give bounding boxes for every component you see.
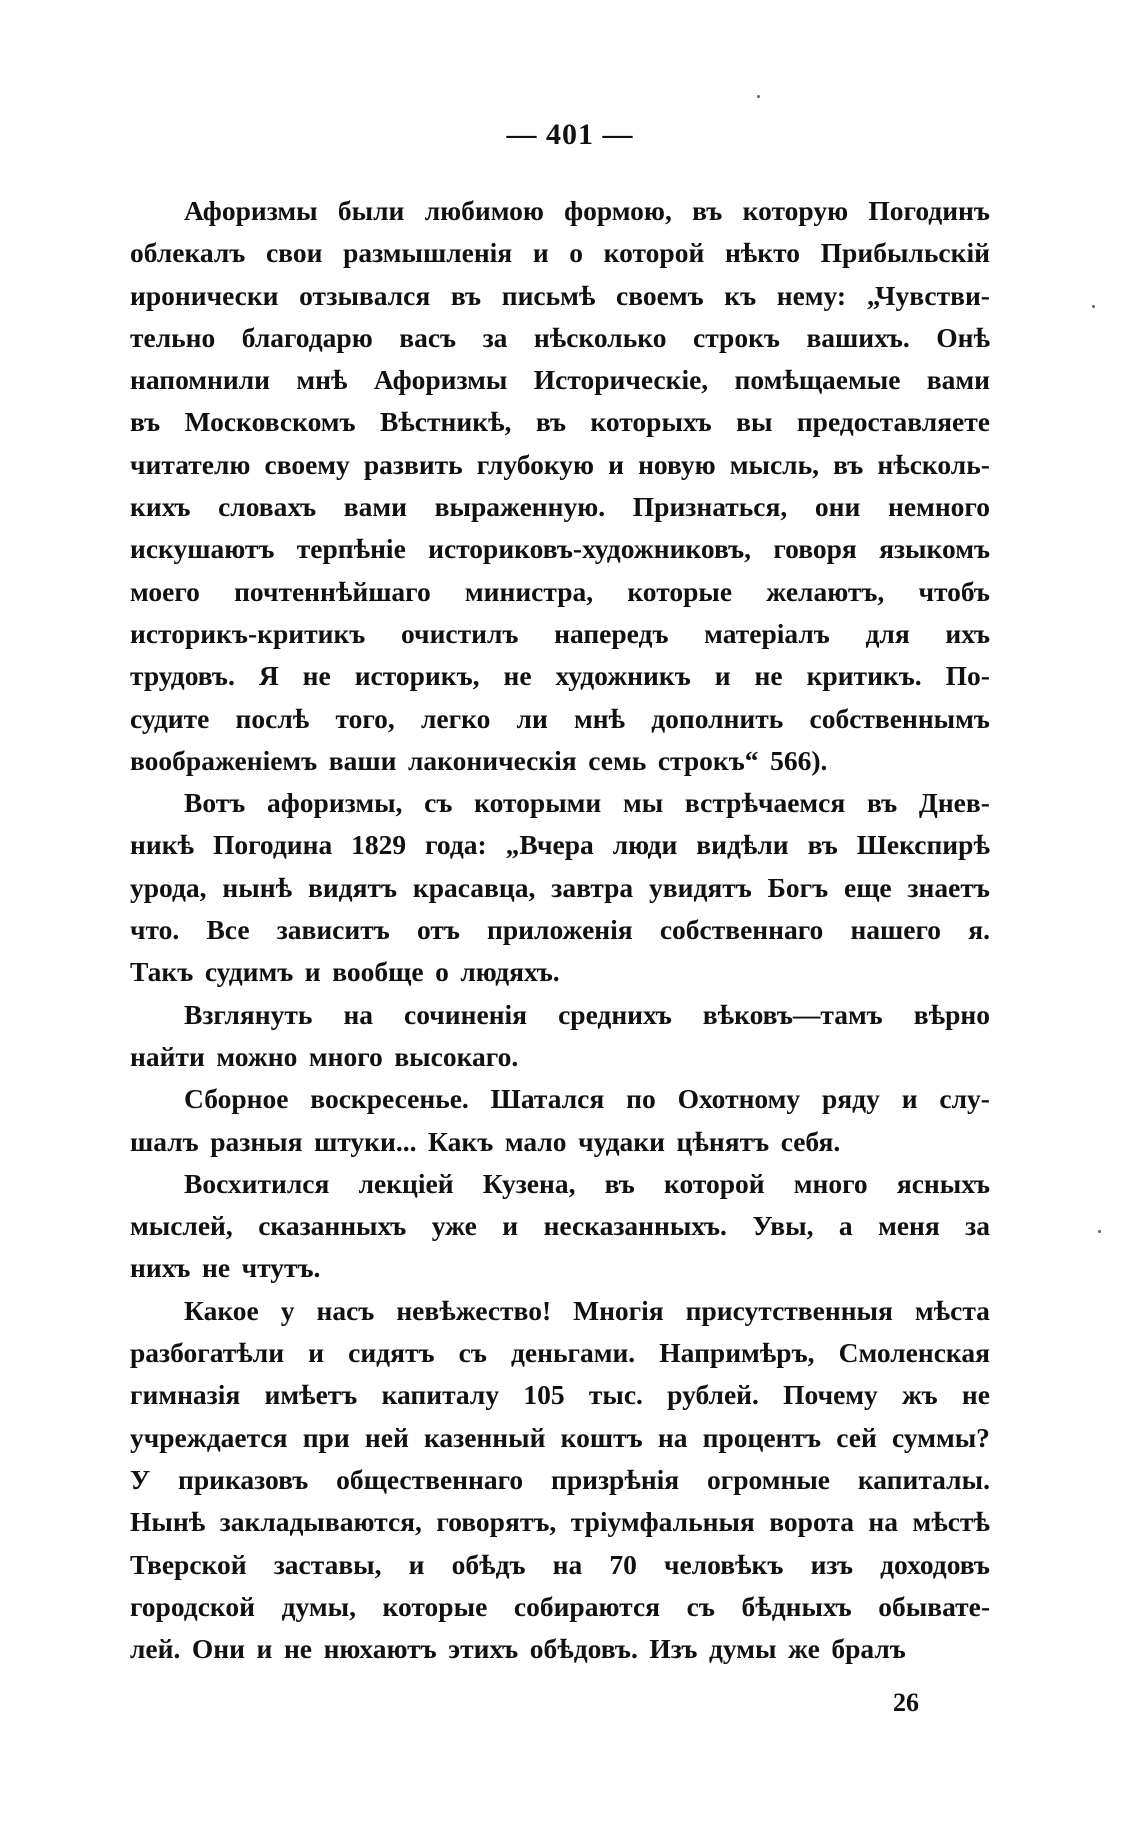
word: общественнаго <box>336 1463 524 1495</box>
word: вами <box>343 491 407 523</box>
word: судимъ <box>204 956 294 988</box>
word: ней <box>364 1421 409 1453</box>
word: обѣдъ <box>451 1548 526 1580</box>
text-line <box>130 909 990 951</box>
word: шалъ <box>130 1125 199 1157</box>
word: нему: <box>776 279 847 311</box>
word: Увы, <box>752 1210 814 1242</box>
word: о <box>435 956 449 988</box>
word: желаютъ, <box>766 575 885 607</box>
word: Днев- <box>918 787 990 819</box>
word: на <box>657 1421 688 1453</box>
word: отзывался <box>299 279 431 311</box>
word: кихъ <box>130 491 191 523</box>
word: лей. <box>130 1633 181 1665</box>
text-line <box>130 528 990 570</box>
word: вашихъ. <box>806 321 910 353</box>
word: нѣсколь- <box>877 448 990 480</box>
word: того, <box>335 702 395 734</box>
word: По- <box>945 660 990 692</box>
word: ворота <box>769 1506 854 1538</box>
word: матеріалъ <box>704 617 830 649</box>
word: знаетъ <box>907 871 990 903</box>
word: ли <box>516 702 548 734</box>
word: которую <box>742 195 849 226</box>
word: своему <box>264 448 350 480</box>
word: ясныхъ <box>896 1167 990 1199</box>
word: въ <box>450 279 482 311</box>
word: что. <box>130 914 180 946</box>
word: мѣстѣ <box>912 1506 990 1538</box>
word: штуки... <box>314 1125 417 1157</box>
print-speck <box>1092 305 1095 308</box>
word: мыслей, <box>130 1210 233 1242</box>
word: собственнаго <box>659 914 824 946</box>
word: о <box>569 237 584 269</box>
word: терпѣніе <box>296 533 406 565</box>
word: нашего <box>850 914 942 946</box>
word: выраженную. <box>434 491 606 523</box>
word: завтра <box>551 871 634 903</box>
word: Афоризмы <box>373 364 508 396</box>
word: читателю <box>130 448 251 480</box>
text-line <box>130 1332 990 1374</box>
word: мнѣ <box>573 702 626 734</box>
word: Почему <box>783 1379 878 1411</box>
word: никѣ <box>130 829 195 861</box>
word: министра, <box>464 575 594 607</box>
word: Шекспирѣ <box>856 829 990 861</box>
word: разныя <box>210 1125 303 1157</box>
word: деньгами. <box>510 1337 636 1369</box>
print-speck <box>757 95 760 98</box>
word: судите <box>130 702 210 734</box>
word: мнѣ <box>296 364 348 396</box>
word: немного <box>888 491 990 523</box>
word: уже <box>431 1210 477 1242</box>
word: цѣнятъ <box>676 1125 770 1157</box>
word: ряду <box>822 1083 880 1115</box>
word: и <box>532 237 549 269</box>
word: легко <box>420 702 491 734</box>
text-line <box>130 824 990 866</box>
word: рублей. <box>667 1379 759 1411</box>
word: и <box>714 660 731 692</box>
word: вообще <box>332 956 424 988</box>
word: въ <box>604 1167 635 1199</box>
text-line <box>130 1501 990 1543</box>
word: Я <box>258 660 279 692</box>
word: Восхитился <box>184 1167 330 1199</box>
word: думы <box>708 1633 777 1665</box>
word: лаконическія <box>407 744 577 776</box>
word: Смоленская <box>838 1337 990 1369</box>
word: свои <box>265 237 323 269</box>
word: очистилъ <box>401 617 519 649</box>
word: жъ <box>902 1379 938 1411</box>
text-line <box>130 1459 990 1501</box>
word: историкъ-критикъ <box>130 617 366 649</box>
text-line <box>130 401 990 443</box>
word: иронически <box>130 279 279 311</box>
word: которой <box>603 237 705 269</box>
word: Афоризмы <box>184 195 318 226</box>
word: приказовъ <box>178 1463 309 1495</box>
word: васъ <box>399 321 457 353</box>
word: сказанныхъ <box>258 1210 407 1242</box>
word: своемъ <box>616 279 704 311</box>
word: собственнымъ <box>809 702 990 734</box>
word: тыс. <box>588 1379 643 1411</box>
word: по <box>626 1083 656 1115</box>
word: Изъ <box>649 1633 698 1665</box>
word: въ <box>692 195 723 226</box>
word: же <box>788 1633 820 1665</box>
text-line <box>130 275 990 317</box>
word: Погодина <box>212 829 333 861</box>
word: „Чувстви- <box>866 279 990 311</box>
word: вѣрно <box>913 998 990 1030</box>
word: и <box>608 448 624 480</box>
word: красавца, <box>412 871 536 903</box>
word: 566). <box>770 744 828 776</box>
word: они <box>814 491 861 523</box>
word: этихъ <box>448 1633 519 1665</box>
text-line <box>130 613 990 655</box>
text-line <box>130 1417 990 1459</box>
word: Онѣ <box>936 321 990 353</box>
word: 70 <box>609 1548 637 1580</box>
word: моего <box>130 575 200 607</box>
word: Они <box>191 1633 245 1665</box>
word: огромные <box>707 1463 831 1495</box>
text-line <box>130 317 990 359</box>
word: Историческіе, <box>533 364 709 396</box>
word: не <box>754 660 783 692</box>
word: критикъ. <box>806 660 922 692</box>
word: были <box>337 195 405 226</box>
word: воскресенье. <box>310 1083 469 1115</box>
word: историковъ-художниковъ, <box>428 533 752 565</box>
word: призрѣнія <box>550 1463 680 1495</box>
text-line <box>130 1586 990 1628</box>
word: тріумфальныя <box>570 1506 755 1538</box>
word: процентъ <box>702 1421 821 1453</box>
text-line <box>130 486 990 528</box>
word: Шатался <box>490 1083 605 1115</box>
word: вами <box>926 364 990 396</box>
signature-mark: 26 <box>893 1688 919 1717</box>
word: встрѣчаемся <box>684 787 846 819</box>
word: новую <box>638 448 716 480</box>
word: не <box>201 1252 231 1284</box>
word: размышленія <box>343 237 513 269</box>
word: года: <box>425 829 487 861</box>
word: съ <box>686 1590 715 1622</box>
word: люди <box>612 829 678 861</box>
word: Признаться, <box>632 491 788 523</box>
word: не <box>283 1633 313 1665</box>
word: суммы? <box>892 1421 990 1453</box>
word: говорятъ, <box>436 1506 557 1538</box>
word: Кузена, <box>482 1167 576 1199</box>
word: которыми <box>474 787 602 819</box>
word: лекціей <box>358 1167 454 1199</box>
word: строкъ“ <box>657 744 759 776</box>
word: которые <box>627 575 733 607</box>
text-line <box>130 1374 990 1416</box>
word: изъ <box>810 1548 854 1580</box>
text-line <box>130 994 990 1036</box>
word: не <box>961 1379 990 1411</box>
word: Тверской <box>130 1548 247 1580</box>
word: не <box>302 660 331 692</box>
word: которые <box>382 1590 488 1622</box>
word: собираются <box>513 1590 661 1622</box>
word: можно <box>216 1040 298 1072</box>
word: мѣста <box>914 1294 990 1326</box>
word: языкомъ <box>879 533 990 565</box>
word: сочиненія <box>404 998 528 1030</box>
word: за <box>965 1210 990 1242</box>
word: которой <box>663 1167 765 1199</box>
text-line <box>130 1628 990 1670</box>
word: капиталу <box>381 1379 500 1411</box>
word: нѣсколько <box>533 321 667 353</box>
word: напомнили <box>130 364 270 396</box>
word: видѣли <box>696 829 789 861</box>
word: глубокую <box>476 448 595 480</box>
word: Все <box>206 914 250 946</box>
word: развить <box>363 448 463 480</box>
word: обѣдовъ. <box>529 1633 638 1665</box>
word: бралъ <box>831 1633 906 1665</box>
word: среднихъ <box>558 998 672 1030</box>
text-line <box>130 232 990 274</box>
word: и <box>502 1210 519 1242</box>
word: у <box>280 1294 295 1326</box>
word: письмѣ <box>501 279 596 311</box>
word: нихъ <box>130 1252 191 1284</box>
word: много <box>308 1040 383 1072</box>
text-line <box>130 359 990 401</box>
word: закладываются, <box>219 1506 422 1538</box>
word: нѣкто <box>724 237 801 269</box>
word: семь <box>588 744 647 776</box>
word: напередъ <box>554 617 669 649</box>
word: увидятъ <box>649 871 752 903</box>
word: бѣдныхъ <box>741 1590 852 1622</box>
word: и <box>256 1633 273 1665</box>
word: облекалъ <box>130 237 246 269</box>
text-line <box>130 1163 990 1205</box>
word: съ <box>458 1337 487 1369</box>
text-line <box>130 698 990 740</box>
word: Такъ <box>130 956 194 988</box>
word: на <box>343 998 374 1030</box>
word: Прибыльскій <box>820 237 990 269</box>
word: формою, <box>564 195 672 226</box>
text-line <box>130 1290 990 1332</box>
word: Многія <box>573 1294 664 1326</box>
word: и <box>308 1337 325 1369</box>
text-line <box>130 444 990 486</box>
word: съ <box>424 787 453 819</box>
text-line <box>130 1247 990 1289</box>
word: невѣжество! <box>396 1294 552 1326</box>
word: которыхъ <box>590 406 712 438</box>
word: и <box>901 1083 918 1115</box>
text-line <box>130 740 990 782</box>
word: Вѣстникѣ, <box>379 406 512 438</box>
word: историкъ, <box>354 660 480 692</box>
text-line <box>130 190 990 232</box>
word: нюхаютъ <box>323 1633 437 1665</box>
word: несказанныхъ. <box>543 1210 727 1242</box>
word: благодарю <box>241 321 373 353</box>
word: человѣкъ <box>664 1548 784 1580</box>
word: въ <box>130 406 161 438</box>
word: нынѣ <box>222 871 293 903</box>
word: въ <box>807 829 838 861</box>
text-line <box>130 571 990 613</box>
word: сидятъ <box>348 1337 435 1369</box>
word: трудовъ. <box>130 660 235 692</box>
text-line <box>130 655 990 697</box>
word: для <box>865 617 910 649</box>
word: на <box>868 1506 899 1538</box>
word: разбогатѣли <box>130 1337 285 1369</box>
word: Погодинъ <box>868 195 990 226</box>
word: и <box>304 956 321 988</box>
page-number: — 401 — <box>506 118 634 151</box>
word: Сборное <box>184 1083 289 1115</box>
word: словахъ <box>218 491 317 523</box>
word: чтутъ. <box>241 1252 321 1284</box>
word: найти <box>130 1040 205 1072</box>
word: 1829 <box>351 829 407 861</box>
word: гимназія <box>130 1379 241 1411</box>
word: отъ <box>416 914 460 946</box>
word: въ <box>866 787 898 819</box>
word: себя. <box>780 1125 841 1157</box>
word: говоря <box>773 533 857 565</box>
word: еще <box>843 871 892 903</box>
word: „Вчера <box>505 829 594 861</box>
word: 105 <box>523 1379 565 1411</box>
word: любимою <box>424 195 544 226</box>
word: въ <box>535 406 567 438</box>
word: чудаки <box>578 1125 665 1157</box>
word: а <box>838 1210 853 1242</box>
word: ваши <box>328 744 397 776</box>
text-line <box>130 1121 990 1163</box>
word: помѣщаемые <box>734 364 901 396</box>
word: Вотъ <box>184 787 246 819</box>
word: У <box>130 1463 151 1495</box>
word: къ <box>724 279 757 311</box>
word: Какъ <box>428 1125 494 1157</box>
text-line <box>130 867 990 909</box>
word: заставы, <box>273 1548 382 1580</box>
word: при <box>302 1421 350 1453</box>
word: обывате- <box>878 1590 990 1622</box>
word: я. <box>968 914 990 946</box>
word: капиталы. <box>857 1463 990 1495</box>
print-speck <box>1098 1230 1101 1233</box>
word: коштъ <box>560 1421 643 1453</box>
text-line <box>130 1205 990 1247</box>
word: Напримѣръ, <box>659 1337 815 1369</box>
word: казенный <box>424 1421 546 1453</box>
word: искушаютъ <box>130 533 275 565</box>
word: строкъ <box>692 321 780 353</box>
word: много <box>793 1167 868 1199</box>
word: вѣковъ—тамъ <box>702 998 883 1030</box>
word: мысль, <box>729 448 820 480</box>
word: урода, <box>130 871 207 903</box>
word: Нынѣ <box>130 1506 206 1538</box>
word: насъ <box>316 1294 375 1326</box>
word: городской <box>130 1590 255 1622</box>
word: людяхъ. <box>460 956 560 988</box>
word: думы, <box>281 1590 356 1622</box>
word: мы <box>622 787 664 819</box>
text-line <box>130 1078 990 1120</box>
word: вы <box>736 406 773 438</box>
word: слу- <box>939 1083 990 1115</box>
word: художникъ <box>555 660 691 692</box>
word: Богъ <box>767 871 829 903</box>
text-line <box>130 1544 990 1586</box>
text-line <box>130 782 990 824</box>
word: учреждается <box>130 1421 288 1453</box>
body-text <box>130 190 990 1670</box>
word: почтеннѣйшаго <box>234 575 431 607</box>
word: зависитъ <box>276 914 390 946</box>
word: Московскомъ <box>184 406 356 438</box>
word: не <box>503 660 532 692</box>
word: меня <box>878 1210 940 1242</box>
word: на <box>552 1548 583 1580</box>
word: присутственныя <box>685 1294 893 1326</box>
word: воображеніемъ <box>130 744 318 776</box>
word: чтобъ <box>918 575 990 607</box>
word: ихъ <box>945 617 990 649</box>
text-line <box>130 951 990 993</box>
text-line <box>130 1036 990 1078</box>
word: и <box>408 1548 425 1580</box>
word: сей <box>836 1421 877 1453</box>
word: афоризмы, <box>267 787 403 819</box>
word: высокаго. <box>394 1040 519 1072</box>
word: за <box>482 321 508 353</box>
word: доходовъ <box>880 1548 990 1580</box>
word: имѣетъ <box>264 1379 358 1411</box>
word: приложенія <box>487 914 633 946</box>
word: Взглянуть <box>184 998 313 1030</box>
word: мало <box>504 1125 567 1157</box>
word: тельно <box>130 321 216 353</box>
word: Охотному <box>677 1083 801 1115</box>
word: послѣ <box>235 702 310 734</box>
word: видятъ <box>307 871 397 903</box>
word: Какое <box>184 1294 259 1326</box>
word: въ <box>833 448 864 480</box>
word: дополнить <box>651 702 784 734</box>
word: предоставляете <box>796 406 990 438</box>
